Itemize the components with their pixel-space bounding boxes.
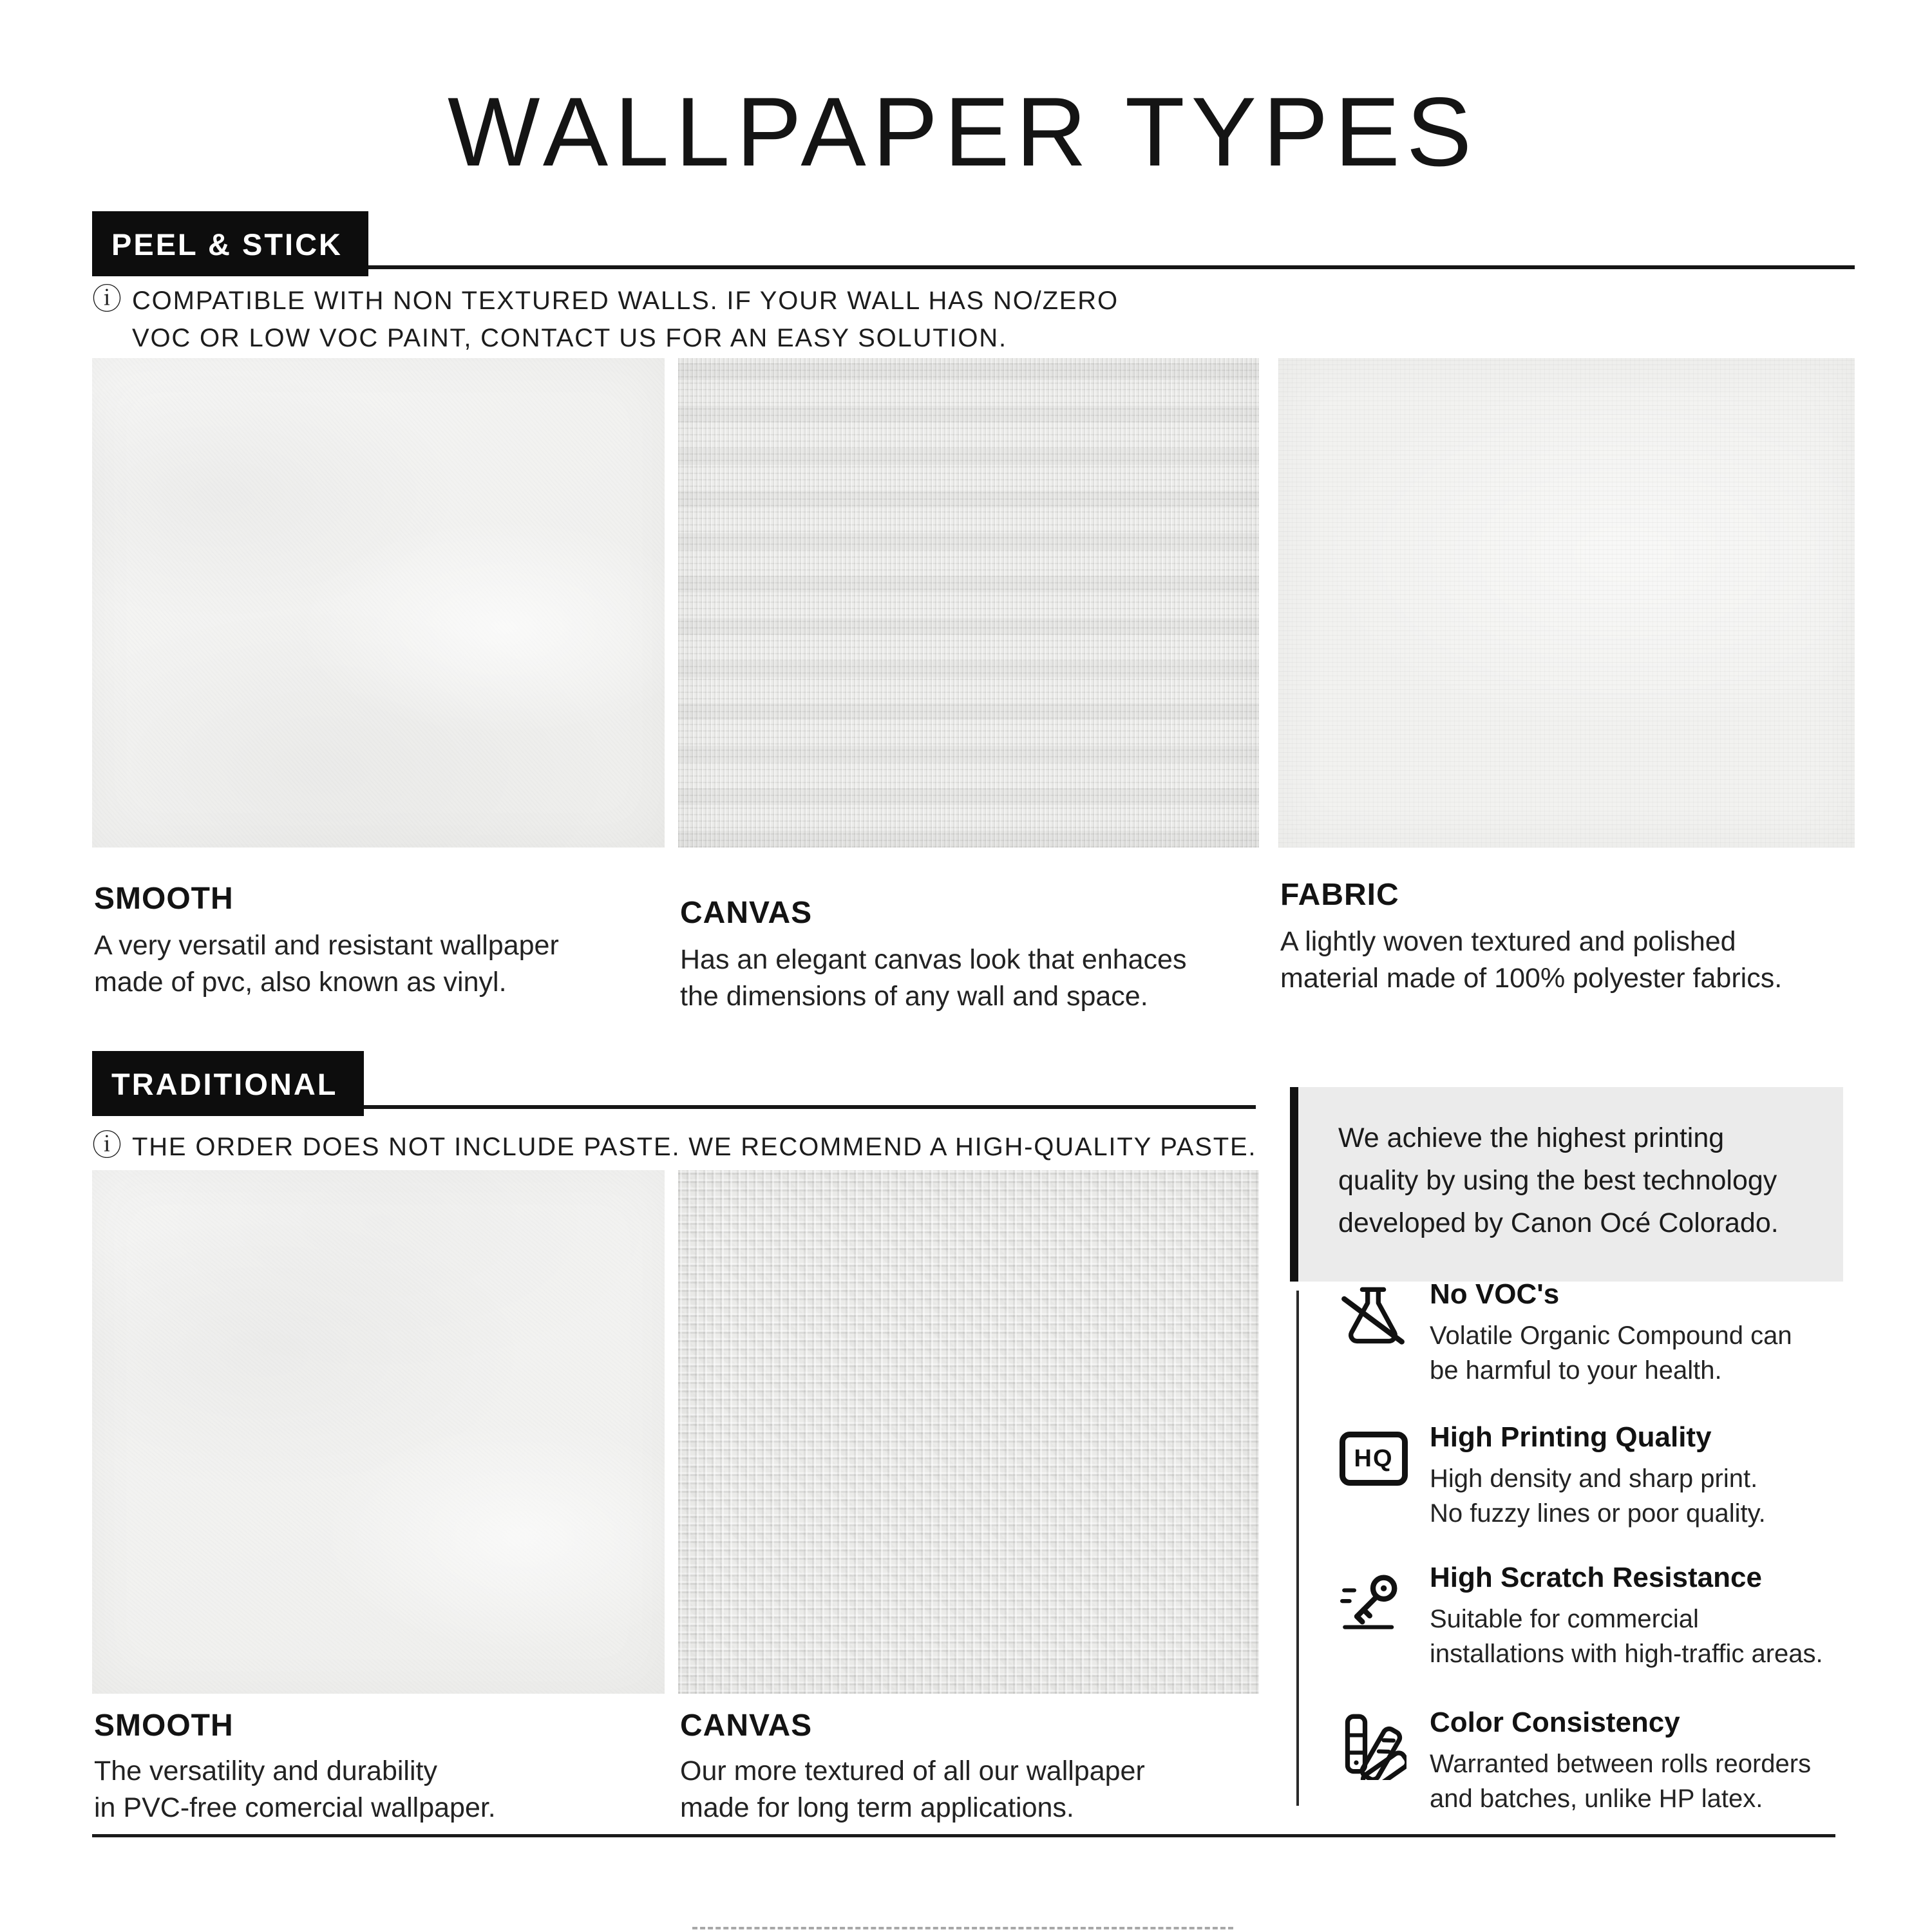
hq-badge-icon xyxy=(1340,1424,1406,1501)
feature-title: High Printing Quality xyxy=(1430,1421,1712,1453)
swatch-name-smooth: SMOOTH xyxy=(94,882,234,916)
statement-line: developed by Canon Océ Colorado. xyxy=(1338,1208,1779,1238)
desc-line: the dimensions of any wall and space. xyxy=(680,981,1148,1012)
swatch-desc-smooth-traditional xyxy=(94,1753,496,1826)
footer-rule xyxy=(92,1834,1835,1837)
statement-line: We achieve the highest printing xyxy=(1338,1122,1725,1153)
swatch-image-canvas-peelstick xyxy=(678,358,1259,848)
feature-desc-line: High density and sharp print. xyxy=(1430,1464,1758,1493)
statement-line: quality by using the best technology xyxy=(1338,1165,1777,1196)
page-title: WALLPAPER TYPES xyxy=(448,77,1479,187)
swatch-image-fabric-peelstick xyxy=(1278,358,1855,848)
quote-accent-bar xyxy=(1290,1087,1298,1282)
desc-line: made for long term applications. xyxy=(680,1792,1074,1823)
scratch-resistant-key-icon xyxy=(1340,1564,1406,1642)
no-voc-flask-icon xyxy=(1340,1281,1406,1358)
info-icon: ⓘ xyxy=(92,1128,122,1162)
feature-desc-line: installations with high-traffic areas. xyxy=(1430,1640,1823,1668)
traditional-label: TRADITIONAL xyxy=(92,1051,364,1116)
swatch-name-canvas-traditional: CANVAS xyxy=(680,1709,813,1743)
traditional-note xyxy=(92,1128,1256,1166)
printing-quality-statement xyxy=(1298,1087,1843,1282)
feature-desc-line: and batches, unlike HP latex. xyxy=(1430,1785,1763,1813)
swatch-name-fabric: FABRIC xyxy=(1280,878,1399,912)
desc-line: A lightly woven textured and polished xyxy=(1280,926,1736,957)
desc-line: A very versatil and resistant wallpaper xyxy=(94,930,559,961)
feature-desc-line: be harmful to your health. xyxy=(1430,1356,1722,1385)
swatch-image-smooth-peelstick xyxy=(92,358,665,848)
swatch-desc-canvas xyxy=(680,942,1186,1015)
desc-line: Our more textured of all our wallpaper xyxy=(680,1756,1145,1786)
desc-line: Has an elegant canvas look that enhaces xyxy=(680,944,1187,975)
peel-stick-note xyxy=(92,282,1119,357)
features-divider-line xyxy=(1296,1291,1299,1806)
feature-title: High Scratch Resistance xyxy=(1430,1562,1762,1593)
note-line: THE ORDER DOES NOT INCLUDE PASTE. WE RECOMMEND A HIGH-QUALITY PASTE. xyxy=(132,1133,1257,1161)
feature-desc-line: Suitable for commercial xyxy=(1430,1605,1699,1633)
swatch-name-smooth-traditional: SMOOTH xyxy=(94,1709,234,1743)
note-line: VOC OR LOW VOC PAINT, CONTACT US FOR AN EASY SOLUTION. xyxy=(132,324,1007,352)
desc-line: The versatility and durability xyxy=(94,1756,437,1786)
feature-desc-line: Volatile Organic Compound can xyxy=(1430,1321,1792,1350)
footer-cut-dashes xyxy=(692,1927,1233,1929)
info-icon: ⓘ xyxy=(92,282,122,316)
swatch-image-smooth-traditional xyxy=(92,1170,665,1694)
swatch-desc-fabric xyxy=(1280,923,1782,997)
swatch-desc-smooth xyxy=(94,927,559,1001)
desc-line: in PVC-free comercial wallpaper. xyxy=(94,1792,496,1823)
feature-desc-line: No fuzzy lines or poor quality. xyxy=(1430,1499,1766,1528)
swatch-name-canvas: CANVAS xyxy=(680,896,813,930)
swatch-image-canvas-traditional xyxy=(678,1170,1259,1694)
swatch-desc-canvas-traditional xyxy=(680,1753,1145,1826)
note-line: COMPATIBLE WITH NON TEXTURED WALLS. IF YOUR WALL HAS NO/ZERO xyxy=(132,287,1119,315)
feature-title: Color Consistency xyxy=(1430,1707,1680,1738)
desc-line: made of pvc, also known as vinyl. xyxy=(94,967,507,998)
feature-desc-line: Warranted between rolls reorders xyxy=(1430,1750,1812,1778)
desc-line: material made of 100% polyester fabrics. xyxy=(1280,963,1783,994)
feature-title: No VOC's xyxy=(1430,1278,1560,1310)
color-swatchbook-icon xyxy=(1340,1709,1406,1786)
peel-stick-label: PEEL & STICK xyxy=(92,211,368,276)
hq-badge-text: HQ xyxy=(1340,1432,1408,1486)
